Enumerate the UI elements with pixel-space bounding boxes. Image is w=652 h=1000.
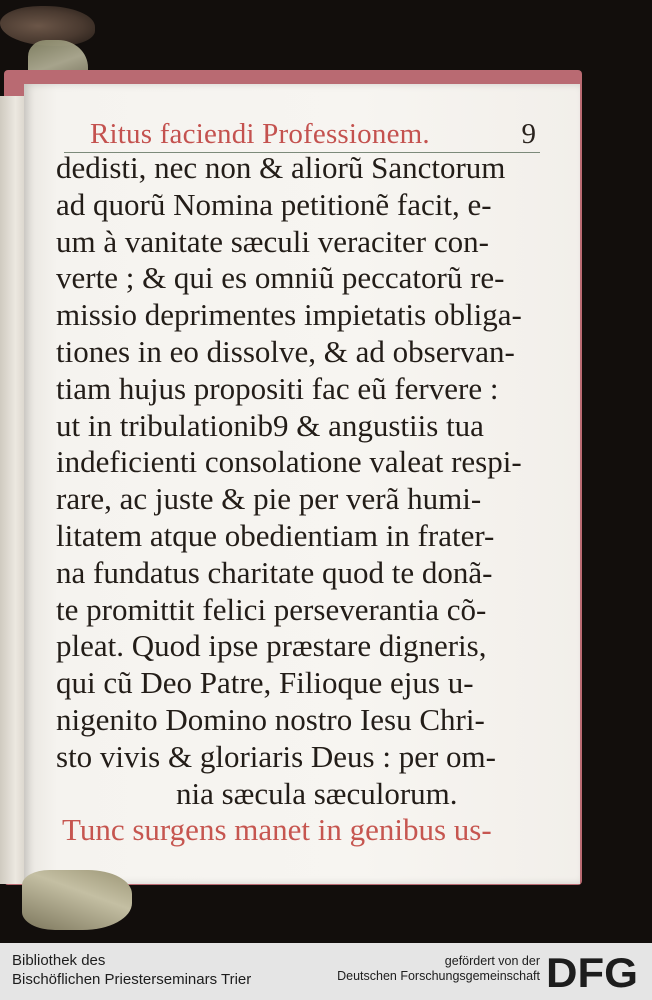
funding-line-2: Deutschen Forschungsgemeinschaft [337, 969, 540, 983]
text-line: indeficienti consolatione valeat respi- [56, 444, 522, 480]
text-line: qui cũ Deo Patre, Filioque ejus u- [56, 665, 474, 701]
body-text [56, 150, 546, 849]
text-line: ad quorũ Nomina petitionẽ facit, e- [56, 186, 492, 222]
text-line: verte ; & qui es omniũ peccatorũ re- [56, 260, 505, 296]
footer-banner [0, 943, 652, 1000]
text-line: sto vivis & gloriaris Deus : per om- [56, 738, 496, 774]
text-line: dedisti, nec non & aliorũ Sanctorum [56, 150, 506, 185]
running-title: Ritus faciendi Professionem. [90, 118, 430, 150]
text-line: tiones in eo dissolve, & ad observan- [56, 333, 515, 369]
funding-line-1: gefördert von der [444, 954, 540, 968]
institution-line-1: Bibliothek des [12, 952, 106, 969]
dfg-logo [546, 950, 638, 992]
ribbon-marker-bottom [22, 870, 132, 930]
text-line: um à vanitate sæculi veraciter con- [56, 223, 489, 259]
text-line: na fundatus charitate quod te donã- [56, 554, 493, 590]
text-line: rare, ac juste & pie per verã humi- [56, 481, 482, 517]
text-line-final: nia sæcula sæculorum. [176, 775, 458, 811]
page-number: 9 [521, 118, 536, 150]
text-line: tiam hujus propositi fac eũ fervere : [56, 370, 499, 406]
text-line: litatem atque obedientiam in frater- [56, 517, 495, 553]
text-line: missio deprimentes impietatis obliga- [56, 297, 522, 333]
institution-credit [12, 951, 251, 989]
funding-credit [337, 954, 540, 984]
rubric-line: Tunc surgens manet in genibus us- [62, 812, 492, 848]
text-line: te promittit felici perseverantia cõ- [56, 591, 487, 627]
dfg-logo-text: DFG [546, 950, 638, 992]
text-line: pleat. Quod ipse præstare digneris, [56, 628, 487, 664]
previous-leaf [0, 96, 26, 884]
text-line: nigenito Domino nostro Iesu Chri- [56, 701, 485, 737]
institution-line-2: Bischöflichen Priesterseminars Trier [12, 971, 252, 988]
text-line: ut in tribulationib9 & angustiis tua [56, 407, 484, 443]
page-header [64, 118, 538, 154]
